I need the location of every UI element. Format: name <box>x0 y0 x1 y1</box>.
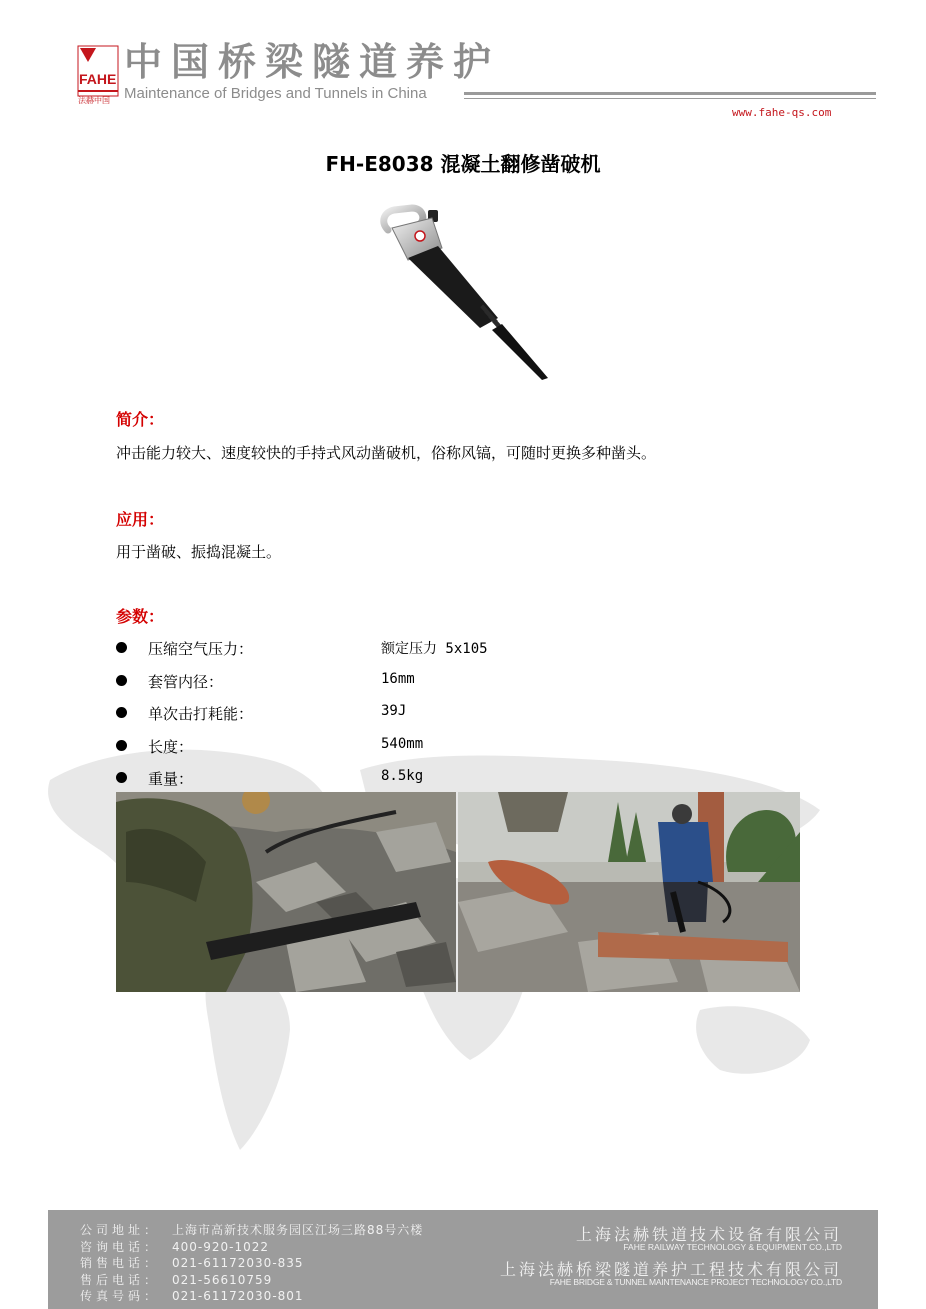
params-heading: 参数： <box>116 607 165 626</box>
photo-worker-breaking-concrete <box>116 792 456 992</box>
fahe-logo-icon <box>76 42 120 106</box>
spec-label: 套管内径： <box>148 673 224 691</box>
contact-info <box>80 1222 423 1305</box>
brand-name-en: Maintenance of Bridges and Tunnels in China <box>124 85 427 102</box>
spec-row-weight <box>116 768 716 792</box>
application-text: 用于凿破、振捣混凝土。 <box>116 543 282 561</box>
product-image <box>370 200 560 390</box>
header-rule <box>464 92 876 95</box>
photo-worker-demolition-site <box>458 792 800 992</box>
contact-value: 上海市高新技术服务园区江场三路88号六楼 <box>172 1223 424 1237</box>
spec-row-sleeve <box>116 671 716 695</box>
contact-label: 咨询电话： <box>80 1239 161 1254</box>
bullet-icon <box>116 740 127 751</box>
bullet-icon <box>116 707 127 718</box>
contact-value: 021-61172030-835 <box>172 1256 304 1270</box>
bullet-icon <box>116 772 127 783</box>
intro-text: 冲击能力较大、速度较快的手持式风动凿破机，俗称风镐，可随时更换多种凿头。 <box>116 444 657 462</box>
application-heading: 应用： <box>116 510 165 529</box>
contact-label: 传真号码： <box>80 1289 161 1303</box>
company2-name-cn: 上海法赫桥梁隧道养护工程技术有限公司 <box>499 1260 842 1279</box>
contact-aftersales <box>80 1272 423 1289</box>
contact-value: 021-56610759 <box>172 1272 273 1287</box>
spec-label: 长度： <box>148 738 194 756</box>
footer <box>48 1210 878 1309</box>
contact-label: 公司地址： <box>80 1223 161 1237</box>
spec-value: 额定压力 5x105 <box>381 641 488 657</box>
header-rule-thin <box>464 98 876 99</box>
spec-value: 540mm <box>381 736 424 752</box>
spec-value: 16mm <box>381 671 415 687</box>
spec-row-energy <box>116 703 716 727</box>
spec-row-pressure <box>116 638 716 662</box>
company1-name-en: FAHE RAILWAY TECHNOLOGY & EQUIPMENT CO.,LTD <box>623 1242 842 1252</box>
bullet-icon <box>116 675 127 686</box>
spec-label: 单次击打耗能： <box>148 705 254 723</box>
contact-label: 售后电话： <box>80 1272 161 1287</box>
contact-value: 021-61172030-801 <box>172 1289 304 1303</box>
logo-sub-text: 法赫中国 <box>78 96 110 105</box>
spec-value: 8.5kg <box>381 768 424 784</box>
company1-name-cn: 上海法赫铁道技术设备有限公司 <box>575 1225 842 1244</box>
spec-row-length <box>116 736 716 760</box>
brand-name-cn: 中国桥梁隧道养护 <box>124 40 501 84</box>
contact-label: 销售电话： <box>80 1256 161 1270</box>
contact-fax <box>80 1288 423 1305</box>
contact-value: 400-920-1022 <box>172 1239 270 1254</box>
website-link[interactable]: www.fahe-qs.com <box>732 106 832 119</box>
spec-value: 39J <box>381 703 407 719</box>
bullet-icon <box>116 642 127 653</box>
spec-label: 压缩空气压力： <box>148 640 254 658</box>
page-title: FH-E8038 混凝土翻修凿破机 <box>325 152 601 176</box>
company2-name-en: FAHE BRIDGE & TUNNEL MAINTENANCE PROJECT TECHNOLOGY CO.,LTD <box>549 1277 842 1287</box>
contact-address <box>80 1222 423 1239</box>
intro-heading: 简介： <box>116 410 165 429</box>
contact-sales <box>80 1255 423 1272</box>
svg-text:FAHE: FAHE <box>79 71 117 87</box>
spec-label: 重量： <box>148 770 194 788</box>
contact-hotline <box>80 1239 423 1256</box>
